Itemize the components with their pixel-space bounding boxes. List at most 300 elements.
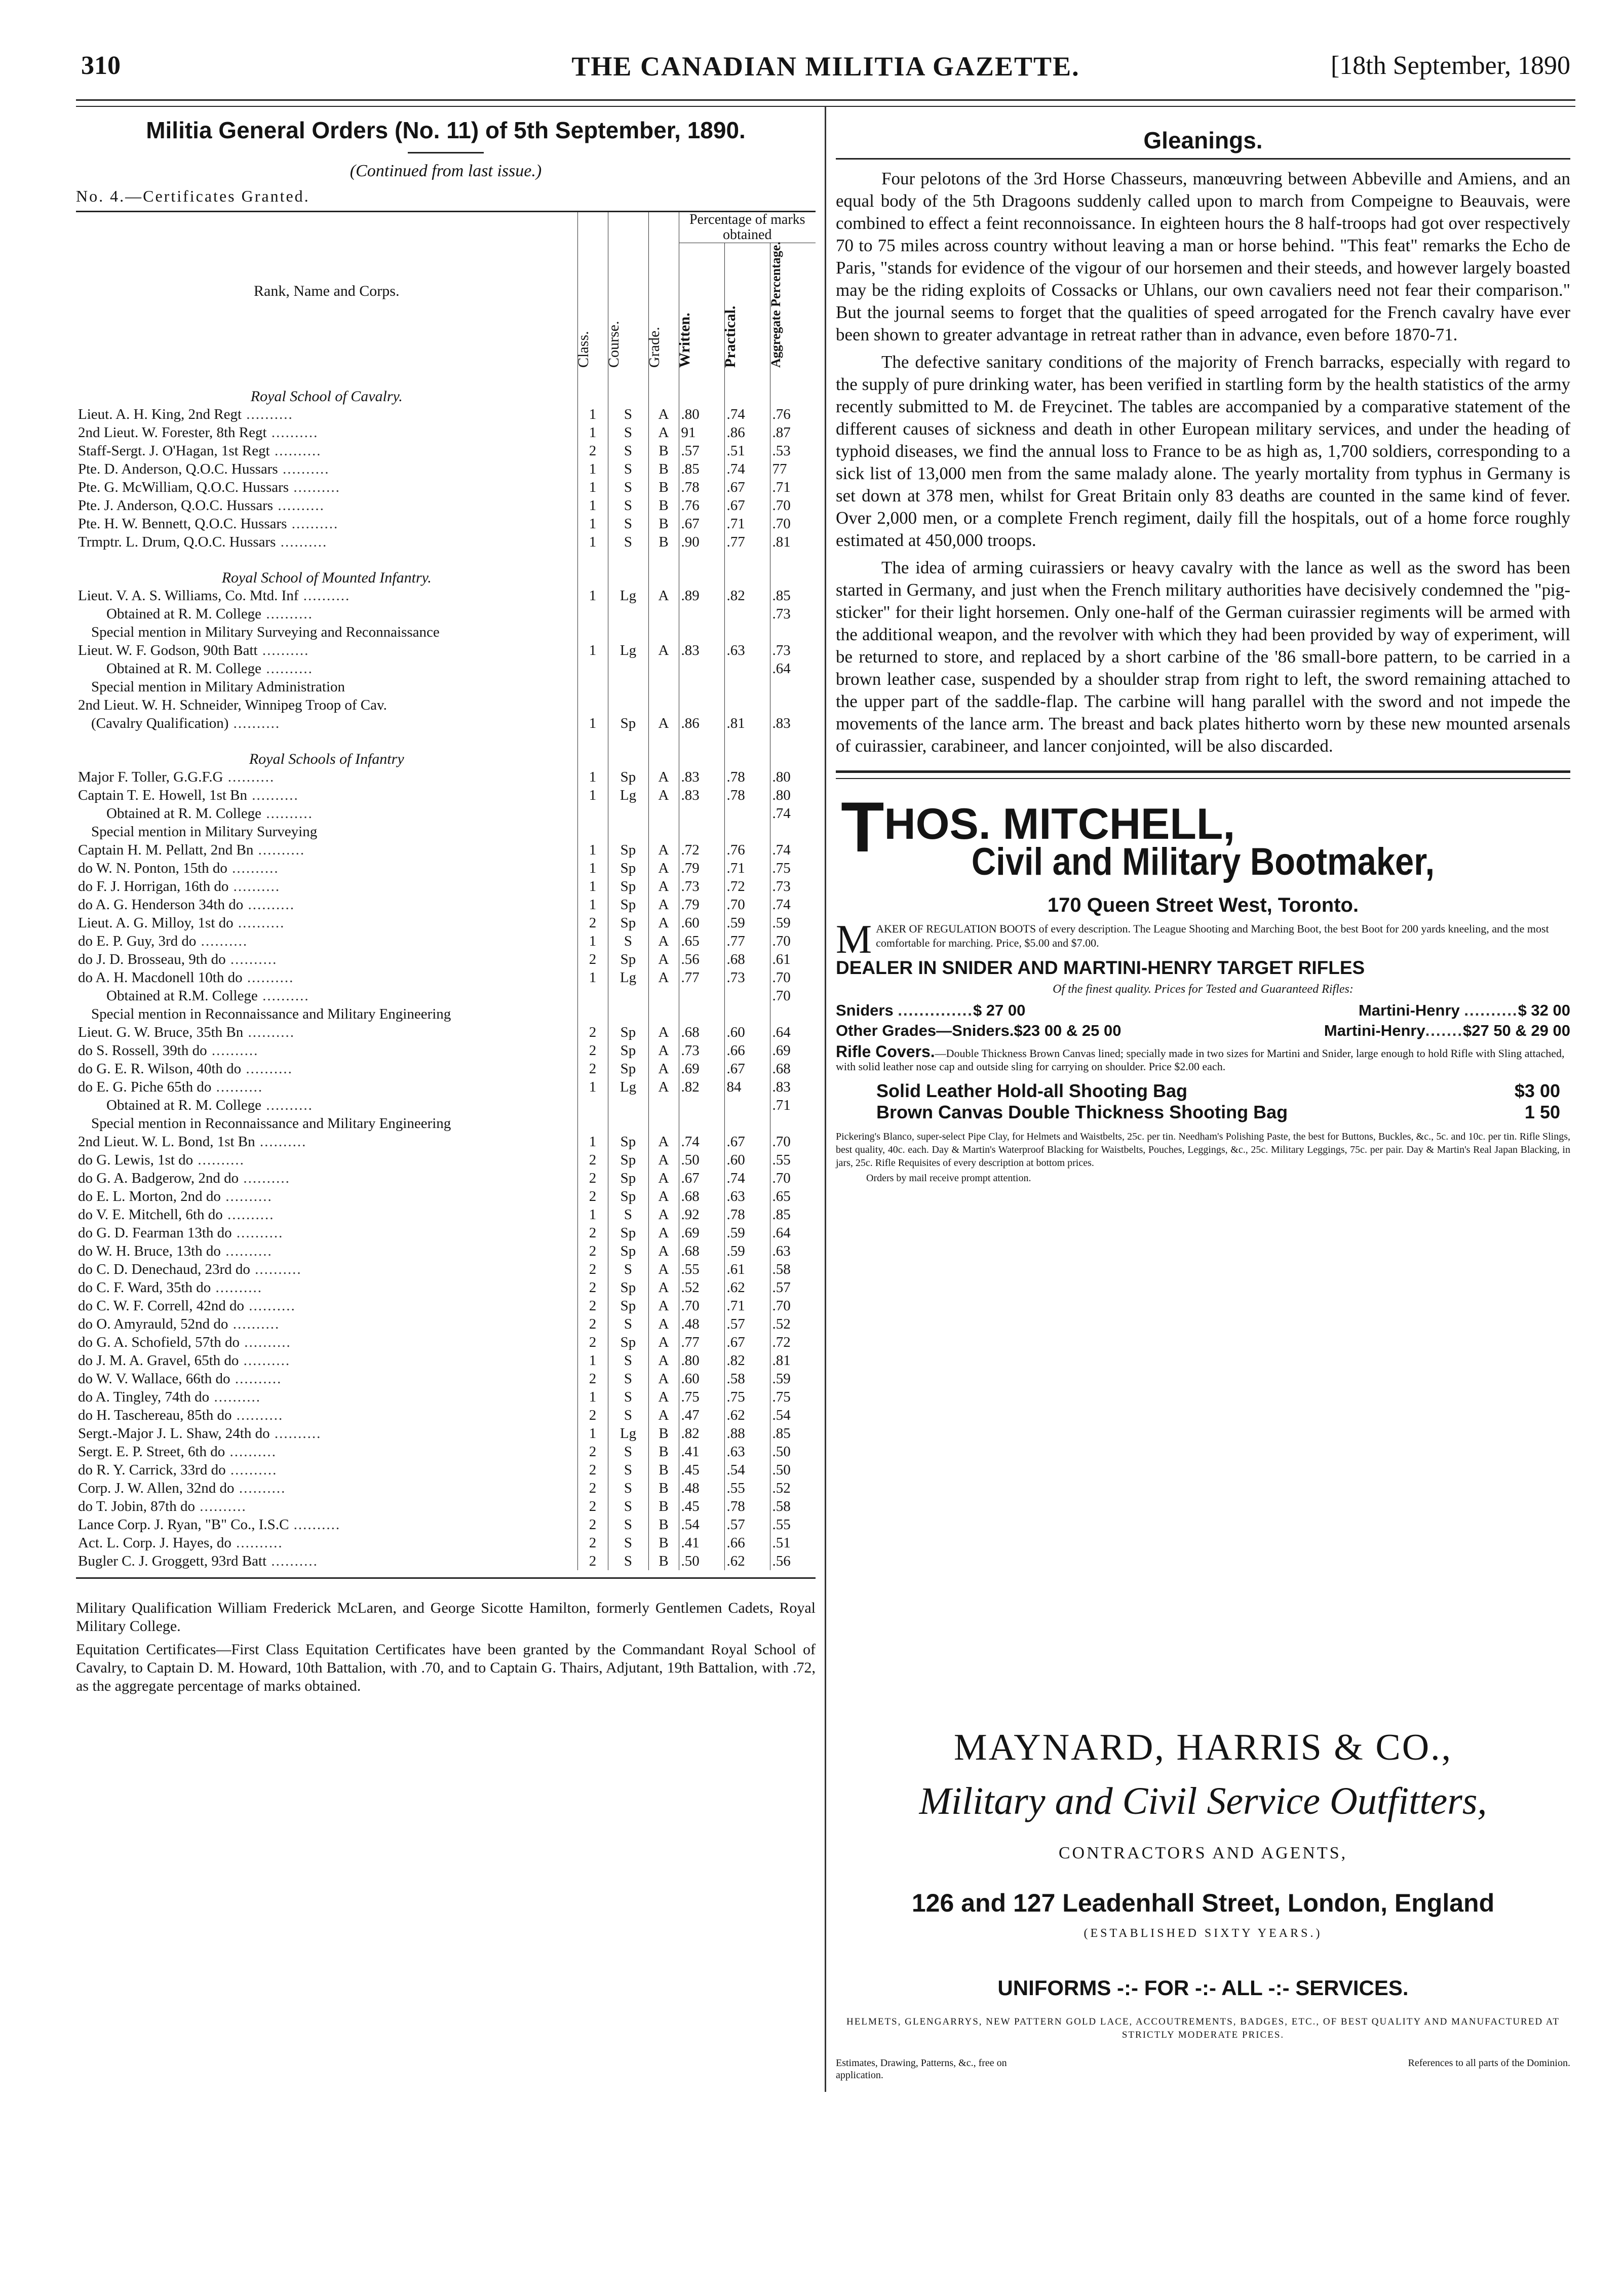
- aggregate-cell: .61: [770, 950, 816, 968]
- table-row: [76, 1315, 816, 1333]
- masthead-rule: [76, 99, 1575, 107]
- person-name: do J. D. Brosseau, 9th do: [78, 951, 226, 967]
- table-row: [76, 1260, 816, 1278]
- empty-cell: [770, 732, 816, 768]
- table-row: [76, 423, 816, 442]
- aggregate-cell: .52: [770, 1479, 816, 1497]
- grade-cell: A: [648, 877, 679, 896]
- table-row: [76, 1297, 816, 1315]
- grade-cell: A: [648, 1224, 679, 1242]
- person-name: Lieut. W. F. Godson, 90th Batt: [78, 642, 258, 658]
- practical-cell: .55: [724, 1479, 770, 1497]
- course-cell: [608, 1114, 648, 1133]
- empty-cell: [724, 732, 770, 768]
- grade-cell: A: [648, 1260, 679, 1278]
- person-name: do A. G. Henderson 34th do: [78, 897, 244, 913]
- rifle-covers-label: Rifle Covers.: [836, 1042, 935, 1061]
- class-cell: [577, 823, 608, 841]
- mitchell-trade: Civil and Military Bootmaker,: [971, 840, 1435, 883]
- grade-cell: [648, 1114, 679, 1133]
- rank-name-corps: [76, 1187, 577, 1206]
- rank-name-corps: [76, 1315, 577, 1333]
- section-heading-row: [76, 732, 816, 768]
- practical-cell: .68: [724, 950, 770, 968]
- aggregate-cell: .70: [770, 968, 816, 987]
- section-heading-row: [76, 551, 816, 587]
- class-cell: 1: [577, 968, 608, 987]
- course-cell: Sp: [608, 1023, 648, 1041]
- dot-leaders: ..........: [196, 933, 248, 949]
- rank-name-corps: [76, 896, 577, 914]
- dot-leaders: ..........: [257, 988, 310, 1004]
- rank-name-corps: [76, 533, 577, 551]
- table-row: [76, 641, 816, 659]
- grade-cell: A: [648, 405, 679, 423]
- written-cell: .77: [679, 1333, 724, 1351]
- class-cell: 2: [577, 1278, 608, 1297]
- person-name: do G. A. Schofield, 57th do: [78, 1334, 240, 1350]
- empty-cell: [648, 732, 679, 768]
- dot-leaders: ..........: [255, 1134, 307, 1150]
- maynard-products: HELMETS, GLENGARRYS, NEW PATTERN GOLD LACE, ACCOUTREMENTS, BADGES, ETC., OF BEST QUALITY AND MANUFACTURED AT STRICTLY MODERATE PRICES.: [846, 2016, 1560, 2040]
- person-name: Lieut. A. H. King, 2nd Regt: [78, 406, 242, 422]
- course-cell: [608, 1005, 648, 1023]
- person-name: do W. H. Bruce, 13th do: [78, 1243, 221, 1259]
- person-name: Sergt. E. P. Street, 6th do: [78, 1444, 225, 1460]
- aggregate-cell: .53: [770, 442, 816, 460]
- grade-cell: B: [648, 1534, 679, 1552]
- course-cell: [608, 623, 648, 641]
- person-name: Sergt.-Major J. L. Shaw, 24th do: [78, 1425, 270, 1442]
- dot-leaders: ..........: [266, 1553, 318, 1569]
- grade-cell: [648, 823, 679, 841]
- person-name: Pte. J. Anderson, Q.O.C. Hussars: [78, 497, 274, 514]
- written-cell: .67: [679, 515, 724, 533]
- course-cell: S: [608, 1315, 648, 1333]
- rank-name-corps: [76, 841, 577, 859]
- maynard-tagline: Military and Civil Service Outfitters,: [919, 1780, 1487, 1822]
- dot-leaders: ..........: [266, 424, 319, 441]
- table-row: [76, 1534, 816, 1552]
- grade-cell: A: [648, 1297, 679, 1315]
- table-row: [76, 950, 816, 968]
- table-row: [76, 914, 816, 932]
- course-header: Course.: [608, 212, 648, 370]
- mitchell-advertisement: [836, 787, 1570, 1701]
- empty-cell: [648, 551, 679, 587]
- grade-cell: [648, 696, 679, 714]
- table-row: [76, 533, 816, 551]
- dot-leaders: ..........: [231, 1535, 283, 1551]
- table-row: [76, 605, 816, 623]
- aggregate-cell: .73: [770, 641, 816, 659]
- rank-name-corps: [76, 714, 577, 732]
- aggregate-cell: .81: [770, 533, 816, 551]
- course-cell: S: [608, 932, 648, 950]
- table-row: [76, 1005, 816, 1023]
- grade-cell: B: [648, 515, 679, 533]
- empty-cell: [679, 551, 724, 587]
- short-rule: [408, 152, 484, 153]
- course-cell: S: [608, 533, 648, 551]
- dot-leaders: ..........: [225, 951, 278, 967]
- written-cell: .55: [679, 1260, 724, 1278]
- class-cell: 1: [577, 877, 608, 896]
- bag-row-1: Solid Leather Hold-all Shooting Bag $3 00: [876, 1080, 1560, 1101]
- dot-leaders: ..........: [242, 969, 294, 986]
- written-cell: .82: [679, 1424, 724, 1443]
- grade-cell: A: [648, 1060, 679, 1078]
- course-cell: Sp: [608, 950, 648, 968]
- written-cell: .83: [679, 786, 724, 804]
- dot-leaders: ..........: [227, 860, 279, 876]
- rank-name-corps: [76, 877, 577, 896]
- grade-cell: A: [648, 932, 679, 950]
- written-cell: .86: [679, 714, 724, 732]
- mail-orders-note: Orders by mail receive prompt attention.: [866, 1173, 1031, 1184]
- person-name: do J. M. A. Gravel, 65th do: [78, 1352, 239, 1369]
- dot-leaders: ..........: [243, 897, 295, 913]
- written-cell: .85: [679, 460, 724, 478]
- course-cell: Lg: [608, 786, 648, 804]
- rank-name-corps: [76, 496, 577, 515]
- practical-cell: .59: [724, 914, 770, 932]
- mitchell-name-rest: HOS. MITCHELL,: [884, 800, 1235, 848]
- practical-cell: [724, 804, 770, 823]
- course-cell: S: [608, 1443, 648, 1461]
- dot-leaders: ..........: [239, 1352, 291, 1369]
- rank-name-corps: [76, 678, 577, 696]
- grade-cell: [648, 1005, 679, 1023]
- dot-leaders: ..........: [211, 1079, 263, 1095]
- practical-cell: .72: [724, 877, 770, 896]
- section-title: Royal School of Cavalry.: [250, 388, 403, 405]
- table-row: [76, 1388, 816, 1406]
- practical-cell: .82: [724, 587, 770, 605]
- footnote-military-qualification: Military Qualification William Frederick McLaren, and George Sicotte Hamilton, formerly Gentlemen Cadets, Royal Military College.: [76, 1600, 816, 1635]
- aggregate-cell: .87: [770, 423, 816, 442]
- person-name: Lieut. A. G. Milloy, 1st do: [78, 915, 234, 931]
- written-cell: .50: [679, 1552, 724, 1570]
- gleanings-paragraph-1: Four pelotons of the 3rd Horse Chasseurs, manœuvring between Abbeville and Amiens, and an equal body of the 5th Dragoons suddenly called upon to march from Compeigne to Beauvais, were combined to effect a feint reconnoissance. In eighteen hours the 8 half-troops had got over respectively 70 to 75 miles across country without leaving a man or horse behind. "This feat" remarks the Echo de Paris, "stands for evidence of the vigour of our horsemen and their steeds, and however largely boasted may be the riding exploits of Cossacks or Uhlans, our own cavaliers need not fear their comparison." But the journal seems to forget that the qualities of speed arrogated for the French cavalry have ever been shown to greater advantage in retreat rather than in advance, even before 1870-71.: [836, 169, 1570, 344]
- class-cell: 2: [577, 1023, 608, 1041]
- written-cell: [679, 696, 724, 714]
- practical-cell: .78: [724, 1497, 770, 1515]
- aggregate-cell: .63: [770, 1242, 816, 1260]
- written-cell: [679, 1096, 724, 1114]
- table-row: [76, 896, 816, 914]
- table-row: [76, 1114, 816, 1133]
- rank-name-corps: [76, 696, 577, 714]
- course-cell: Sp: [608, 1242, 648, 1260]
- certificates-body: [76, 370, 816, 1570]
- gleanings-title: Gleanings.: [1143, 127, 1263, 153]
- person-name: Special mention in Reconnaissance and Military Engineering: [91, 1115, 451, 1132]
- table-row: [76, 405, 816, 423]
- table-row: [76, 987, 816, 1005]
- practical-cell: .67: [724, 496, 770, 515]
- rank-name-corps: [76, 950, 577, 968]
- aggregate-cell: [770, 823, 816, 841]
- written-cell: .68: [679, 1023, 724, 1041]
- gleanings-rule: [836, 158, 1570, 160]
- dot-leaders: ..........: [225, 1444, 277, 1460]
- price-row-sniders: Sniders ..............$ 27 00 Martini-Henry ..........$ 32 00: [836, 1001, 1570, 1019]
- table-row: [76, 1443, 816, 1461]
- rank-name-corps: [76, 1133, 577, 1151]
- grade-cell: A: [648, 968, 679, 987]
- course-cell: Lg: [608, 641, 648, 659]
- dot-leaders: ..........: [230, 1371, 282, 1387]
- course-cell: [608, 1096, 648, 1114]
- practical-cell: .75: [724, 1388, 770, 1406]
- grade-cell: [648, 623, 679, 641]
- aggregate-cell: .85: [770, 587, 816, 605]
- grade-cell: A: [648, 1133, 679, 1151]
- table-row: [76, 804, 816, 823]
- practical-cell: .67: [724, 1133, 770, 1151]
- practical-cell: .51: [724, 442, 770, 460]
- course-cell: Sp: [608, 1041, 648, 1060]
- rank-name-corps: [76, 1151, 577, 1169]
- course-cell: Sp: [608, 1169, 648, 1187]
- table-row: [76, 659, 816, 678]
- dot-leaders: ..........: [278, 461, 330, 477]
- section-rule-thick: [836, 770, 1570, 773]
- class-cell: 1: [577, 405, 608, 423]
- aggregate-cell: .70: [770, 1133, 816, 1151]
- written-cell: .73: [679, 1041, 724, 1060]
- dot-leaders: ..........: [242, 406, 293, 422]
- class-cell: 1: [577, 841, 608, 859]
- rank-name-corps: [76, 1406, 577, 1424]
- grade-cell: [648, 678, 679, 696]
- person-name: do G. D. Fearman 13th do: [78, 1225, 232, 1241]
- aggregate-cell: .71: [770, 1096, 816, 1114]
- practical-cell: .73: [724, 968, 770, 987]
- rank-name-corps: [76, 786, 577, 804]
- table-row: [76, 587, 816, 605]
- aggregate-cell: [770, 623, 816, 641]
- table-row: [76, 1242, 816, 1260]
- written-cell: [679, 659, 724, 678]
- person-name: Lance Corp. J. Ryan, "B" Co., I.S.C: [78, 1517, 289, 1533]
- grade-cell: A: [648, 1023, 679, 1041]
- aggregate-cell: .51: [770, 1534, 816, 1552]
- aggregate-cell: .81: [770, 1351, 816, 1370]
- rank-name-corps: [76, 932, 577, 950]
- maynard-established: (ESTABLISHED SIXTY YEARS.): [1084, 1927, 1323, 1940]
- gleanings-paragraph-3: The idea of arming cuirassiers or heavy cavalry with the lance as well as the sword has been started in Germany, and just when the French military authorities have decisively condemned the "pig-sticker" for their light horsemen. Only one-half of the German cuirassier regiments will be armed with the additional weapon, and the revolver with which they had been provided by way of experiment, will be returned to store, and replaced by a short carbine of the '86 small-bore pattern, to be carried in a brown leather case, suspended by a shoulder strap from right to left, the sword remaining attached to the upper part of the saddle-flap. The carbine will hang parallel with the sword and not impede the movements of the lance arm. The breast and back plates hitherto worn by these new mounted arsenals of cuirassier, carabineer, and lancer conjointed, will be also discarded.: [836, 558, 1570, 756]
- empty-cell: [724, 370, 770, 405]
- written-cell: [679, 623, 724, 641]
- grade-cell: A: [648, 1151, 679, 1169]
- written-cell: .57: [679, 442, 724, 460]
- dot-leaders: ..........: [287, 516, 339, 532]
- practical-header: Practical.: [724, 243, 770, 370]
- practical-cell: .76: [724, 841, 770, 859]
- practical-cell: .57: [724, 1515, 770, 1534]
- grade-cell: A: [648, 641, 679, 659]
- table-row: [76, 496, 816, 515]
- table-row: [76, 1351, 816, 1370]
- class-cell: 2: [577, 1187, 608, 1206]
- written-cell: .75: [679, 1388, 724, 1406]
- grade-cell: [648, 804, 679, 823]
- class-cell: 2: [577, 1224, 608, 1242]
- course-cell: S: [608, 1534, 648, 1552]
- class-cell: 2: [577, 1333, 608, 1351]
- class-cell: [577, 605, 608, 623]
- rank-name-corps: [76, 768, 577, 786]
- grade-cell: B: [648, 478, 679, 496]
- practical-cell: [724, 659, 770, 678]
- grade-cell: A: [648, 1242, 679, 1260]
- table-row: [76, 877, 816, 896]
- class-cell: 2: [577, 1060, 608, 1078]
- written-cell: .80: [679, 405, 724, 423]
- practical-cell: .70: [724, 896, 770, 914]
- practical-cell: .74: [724, 1169, 770, 1187]
- grade-cell: A: [648, 1388, 679, 1406]
- table-row: [76, 1479, 816, 1497]
- rank-name-corps: [76, 1278, 577, 1297]
- class-cell: 1: [577, 896, 608, 914]
- written-cell: .69: [679, 1224, 724, 1242]
- rank-name-corps: [76, 478, 577, 496]
- person-name: Special mention in Military Administration: [91, 679, 345, 695]
- person-name: Obtained at R. M. College: [106, 660, 262, 677]
- person-name: do S. Rossell, 39th do: [78, 1042, 207, 1059]
- course-cell: S: [608, 1370, 648, 1388]
- grade-header: Grade.: [648, 212, 679, 370]
- practical-cell: .88: [724, 1424, 770, 1443]
- empty-cell: [577, 551, 608, 587]
- rank-name-corps: [76, 1479, 577, 1497]
- person-name: Obtained at R.M. College: [106, 988, 258, 1004]
- aggregate-cell: .50: [770, 1461, 816, 1479]
- practical-cell: .59: [724, 1224, 770, 1242]
- dot-leaders: ..........: [225, 1462, 278, 1478]
- written-cell: .47: [679, 1406, 724, 1424]
- dot-leaders: ..........: [253, 842, 305, 858]
- class-cell: 1: [577, 641, 608, 659]
- aggregate-cell: .85: [770, 1424, 816, 1443]
- written-cell: .52: [679, 1278, 724, 1297]
- rank-name-corps: [76, 587, 577, 605]
- rank-name-corps: [76, 659, 577, 678]
- price-row-other: Other Grades—Sniders.$23 00 & 25 00 Martini-Henry.......$27 50 & 29 00: [836, 1022, 1570, 1039]
- aggregate-cell: .71: [770, 478, 816, 496]
- person-name: 2nd Lieut. W. H. Schneider, Winnipeg Troop of Cav.: [78, 697, 387, 713]
- dot-leaders: ..........: [195, 1498, 247, 1514]
- practical-cell: .63: [724, 641, 770, 659]
- maker-text: AKER OF REGULATION BOOTS of every description. The League Shooting and Marching Boot, the best Boot for 200 yards kneeling, and the most comfortable for marching. Price, $5.00 and $7.00.: [876, 922, 1549, 949]
- class-cell: 2: [577, 1297, 608, 1315]
- rank-name-corps: [76, 1060, 577, 1078]
- written-cell: .83: [679, 768, 724, 786]
- dot-leaders: ..........: [240, 1334, 291, 1350]
- written-cell: [679, 1114, 724, 1133]
- course-cell: S: [608, 405, 648, 423]
- table-row: [76, 1078, 816, 1096]
- course-cell: Sp: [608, 859, 648, 877]
- class-cell: [577, 623, 608, 641]
- aggregate-cell: .72: [770, 1333, 816, 1351]
- aggregate-cell: .70: [770, 932, 816, 950]
- dot-leaders: ..........: [209, 1389, 261, 1405]
- person-name: Obtained at R. M. College: [106, 606, 262, 622]
- certificates-heading: No. 4.—Certificates Granted.: [76, 187, 310, 205]
- written-cell: [679, 987, 724, 1005]
- dealer-heading: DEALER IN SNIDER AND MARTINI-HENRY TARGET RIFLES: [836, 957, 1365, 978]
- table-row: [76, 1133, 816, 1151]
- dot-leaders: ..........: [257, 642, 310, 658]
- grade-cell: B: [648, 1424, 679, 1443]
- course-cell: S: [608, 1479, 648, 1497]
- grade-cell: A: [648, 841, 679, 859]
- course-cell: S: [608, 1351, 648, 1370]
- class-cell: 1: [577, 1206, 608, 1224]
- course-cell: S: [608, 1515, 648, 1534]
- practical-cell: [724, 1114, 770, 1133]
- grade-cell: A: [648, 1370, 679, 1388]
- written-cell: .45: [679, 1461, 724, 1479]
- table-row: [76, 442, 816, 460]
- person-name: Special mention in Military Surveying and Reconnaissance: [91, 624, 440, 640]
- section-title: Royal Schools of Infantry: [249, 751, 404, 767]
- course-cell: Lg: [608, 968, 648, 987]
- table-row: [76, 1224, 816, 1242]
- dot-leaders: ..........: [228, 715, 281, 731]
- grade-cell: A: [648, 423, 679, 442]
- table-row: [76, 1278, 816, 1297]
- rank-name-corps: [76, 1497, 577, 1515]
- aggregate-cell: .70: [770, 987, 816, 1005]
- rank-name-corps: [76, 1388, 577, 1406]
- written-cell: 91: [679, 423, 724, 442]
- maynard-address: 126 and 127 Leadenhall Street, London, England: [911, 1889, 1495, 1917]
- practical-cell: .67: [724, 1060, 770, 1078]
- person-name: do G. Lewis, 1st do: [78, 1152, 194, 1168]
- practical-cell: [724, 605, 770, 623]
- course-cell: [608, 696, 648, 714]
- course-cell: Sp: [608, 1278, 648, 1297]
- dot-leaders: ..........: [222, 1207, 275, 1223]
- course-cell: S: [608, 1406, 648, 1424]
- course-cell: Sp: [608, 1151, 648, 1169]
- class-cell: 2: [577, 1552, 608, 1570]
- class-cell: 2: [577, 1479, 608, 1497]
- aggregate-cell: [770, 1114, 816, 1133]
- rank-name-corps: [76, 1005, 577, 1023]
- table-row: [76, 1333, 816, 1351]
- issue-date: [18th September, 1890: [1330, 51, 1570, 80]
- table-row: [76, 841, 816, 859]
- practical-cell: [724, 678, 770, 696]
- course-cell: S: [608, 1461, 648, 1479]
- person-name: do E. P. Guy, 3rd do: [78, 933, 197, 949]
- class-cell: 2: [577, 950, 608, 968]
- aggregate-cell: .57: [770, 1278, 816, 1297]
- practical-cell: .60: [724, 1023, 770, 1041]
- rank-name-corps: [76, 914, 577, 932]
- bag-row-2: Brown Canvas Double Thickness Shooting Bag 1 50: [876, 1102, 1560, 1122]
- person-name: Pte. G. McWilliam, Q.O.C. Hussars: [78, 479, 289, 495]
- table-row: [76, 823, 816, 841]
- dot-leaders: ..........: [261, 805, 313, 822]
- aggregate-cell: .70: [770, 515, 816, 533]
